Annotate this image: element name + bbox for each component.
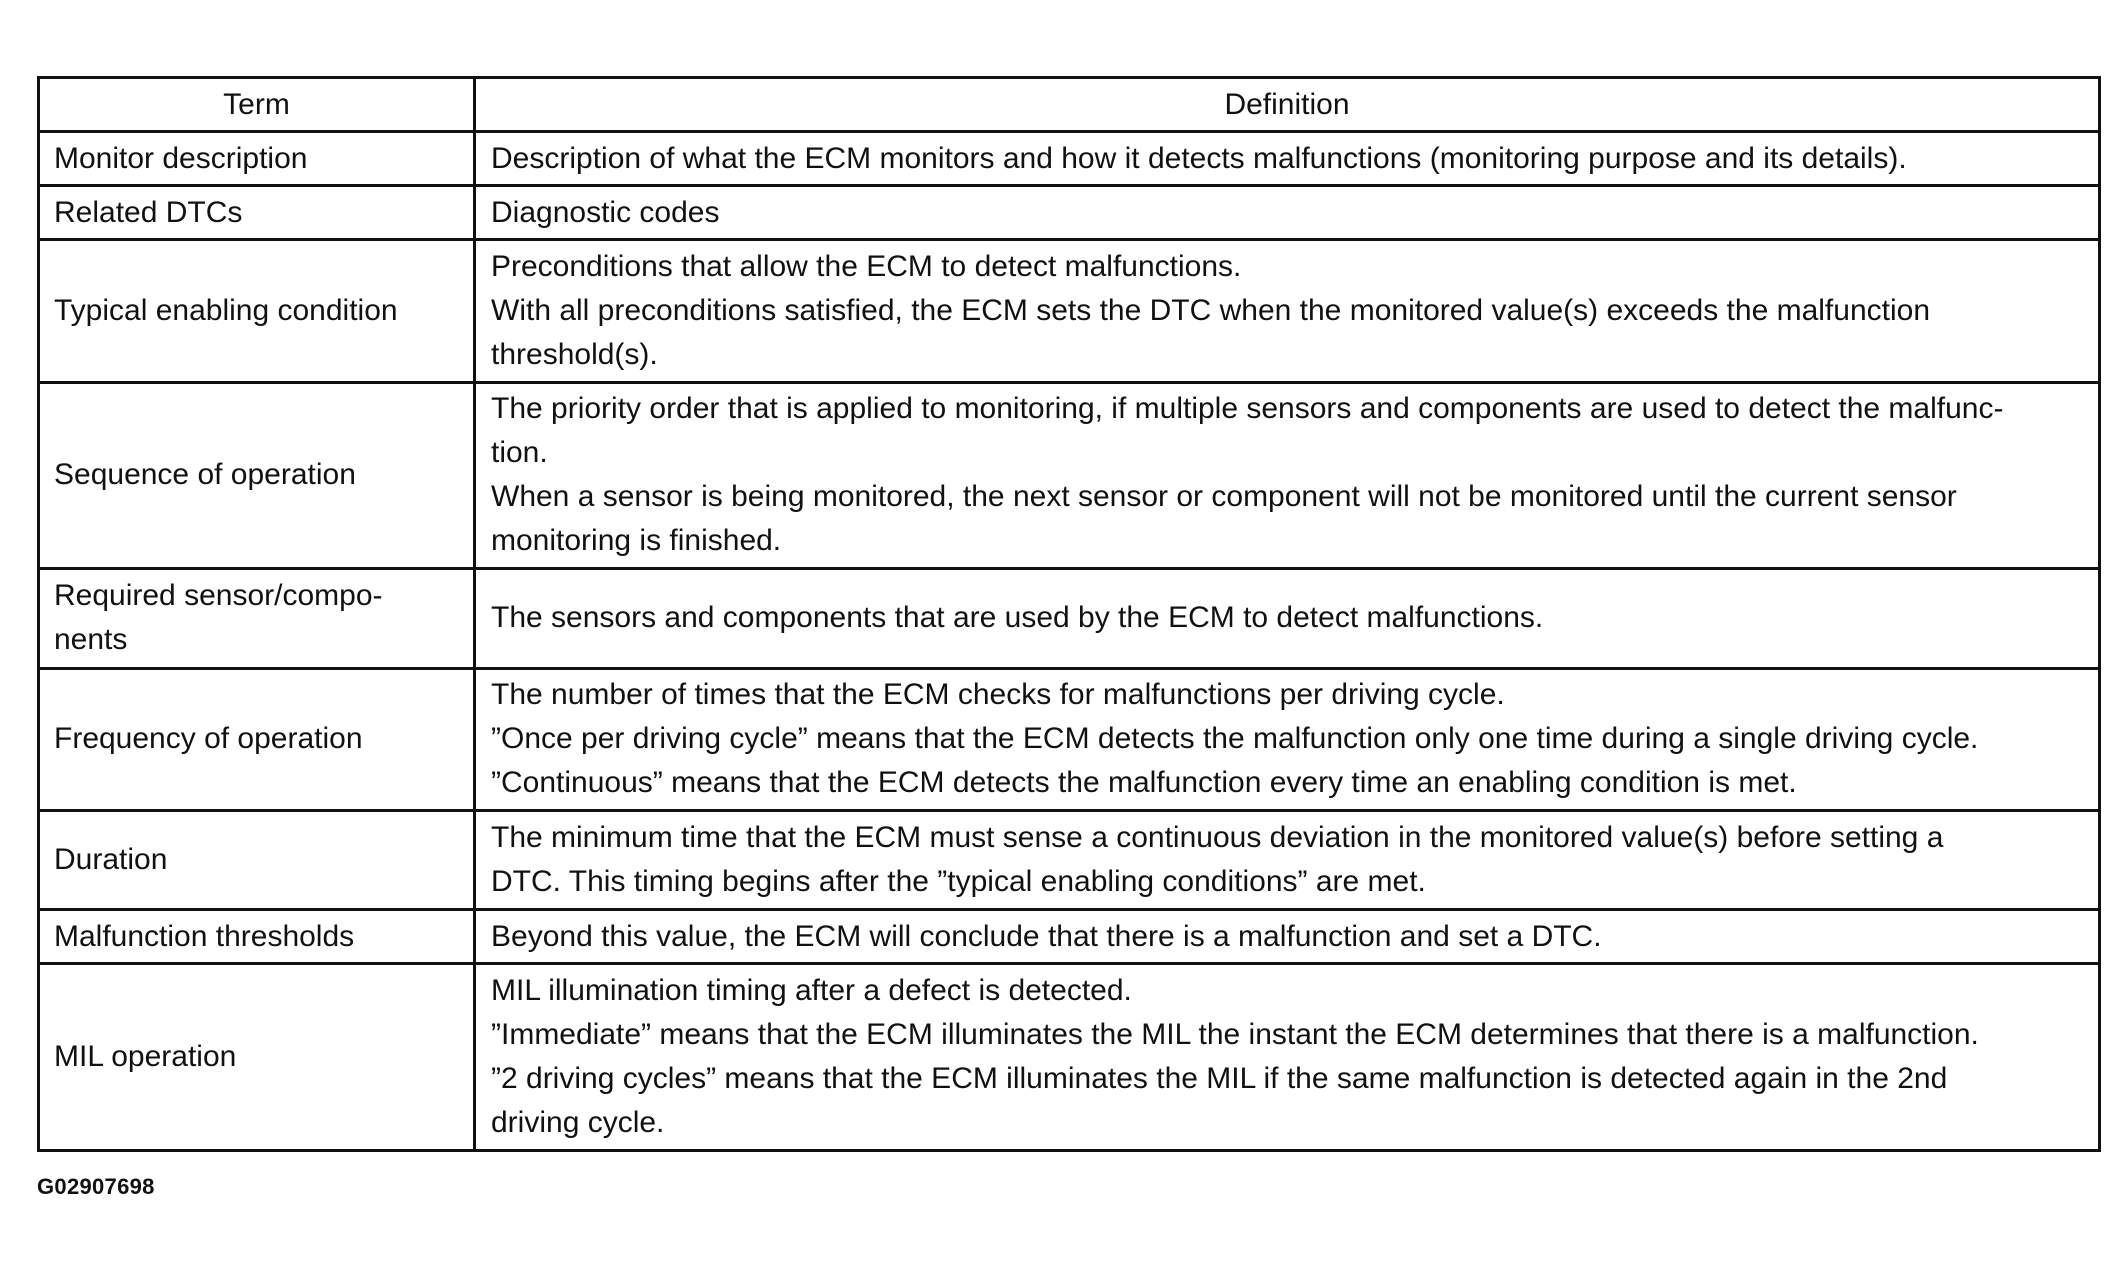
definition-line: threshold(s). xyxy=(491,338,658,372)
definition-line: Preconditions that allow the ECM to detect malfunctions. xyxy=(491,250,1242,284)
table-header-row xyxy=(39,78,2100,132)
definition-line: Description of what the ECM monitors and how it detects malfunctions (monitoring purpose and its details). xyxy=(491,141,1907,175)
term-cell xyxy=(39,240,475,382)
definition-line: ”Once per driving cycle” means that the ECM detects the malfunction only one time during a single driving cycle. xyxy=(491,722,1979,756)
table-row xyxy=(39,240,2100,382)
definition-cell xyxy=(475,186,2100,240)
term-cell xyxy=(39,186,475,240)
definition-line: MIL illumination timing after a defect is detected. xyxy=(491,974,1132,1008)
term-cell xyxy=(39,569,475,668)
definition-line: Beyond this value, the ECM will conclude that there is a malfunction and set a DTC. xyxy=(491,919,1602,953)
definition-cell xyxy=(475,910,2100,964)
term-line: Frequency of operation xyxy=(54,722,363,756)
table-row xyxy=(39,964,2100,1151)
table-row xyxy=(39,668,2100,810)
figure-id: G02907698 xyxy=(37,1174,155,1199)
definition-line: ”Immediate” means that the ECM illuminates the MIL the instant the ECM determines that there is a malfunction. xyxy=(491,1018,1979,1052)
term-line: Sequence of operation xyxy=(54,458,356,492)
term-cell xyxy=(39,964,475,1151)
definition-line: Diagnostic codes xyxy=(491,195,720,229)
term-line: nents xyxy=(54,623,128,657)
term-line: Typical enabling condition xyxy=(54,294,398,328)
definition-cell xyxy=(475,240,2100,382)
term-line: MIL operation xyxy=(54,1040,237,1074)
definition-cell xyxy=(475,810,2100,909)
term-cell xyxy=(39,668,475,810)
definition-line: The sensors and components that are used by the ECM to detect malfunctions. xyxy=(491,601,1544,635)
table-row xyxy=(39,910,2100,964)
term-cell xyxy=(39,132,475,186)
table-row xyxy=(39,132,2100,186)
term-cell xyxy=(39,810,475,909)
definition-line: DTC. This timing begins after the ”typical enabling conditions” are met. xyxy=(491,865,1426,899)
definition-line: tion. xyxy=(491,436,548,470)
header-term: Term xyxy=(39,78,475,132)
table-row xyxy=(39,382,2100,569)
definition-line: ”2 driving cycles” means that the ECM illuminates the MIL if the same malfunction is detected again in the 2nd xyxy=(491,1062,1948,1096)
table-row xyxy=(39,810,2100,909)
definition-line: With all preconditions satisfied, the ECM sets the DTC when the monitored value(s) exceeds the malfunction xyxy=(491,294,1931,328)
definition-line: When a sensor is being monitored, the next sensor or component will not be monitored until the current sensor xyxy=(491,480,1957,514)
table-row xyxy=(39,569,2100,668)
term-cell xyxy=(39,910,475,964)
term-cell xyxy=(39,382,475,569)
definition-cell xyxy=(475,668,2100,810)
definition-line: monitoring is finished. xyxy=(491,524,782,558)
definition-cell xyxy=(475,382,2100,569)
definition-cell xyxy=(475,964,2100,1151)
definition-line: The number of times that the ECM checks for malfunctions per driving cycle. xyxy=(491,678,1505,712)
term-line: Monitor description xyxy=(54,141,308,175)
header-definition: Definition xyxy=(475,78,2100,132)
definition-line: ”Continuous” means that the ECM detects the malfunction every time an enabling condition is met. xyxy=(491,766,1797,800)
term-line: Required sensor/compo- xyxy=(54,579,383,613)
definition-cell xyxy=(475,132,2100,186)
definition-line: The priority order that is applied to monitoring, if multiple sensors and components are used to detect the malfunc- xyxy=(491,392,2004,426)
term-line: Malfunction thresholds xyxy=(54,919,355,953)
term-line: Duration xyxy=(54,843,168,877)
terms-definitions-table xyxy=(37,76,2101,1152)
definition-line: driving cycle. xyxy=(491,1106,665,1140)
definition-line: The minimum time that the ECM must sense a continuous deviation in the monitored value(s) before setting a xyxy=(491,821,1944,855)
term-line: Related DTCs xyxy=(54,195,243,229)
definition-cell xyxy=(475,569,2100,668)
table-row xyxy=(39,186,2100,240)
